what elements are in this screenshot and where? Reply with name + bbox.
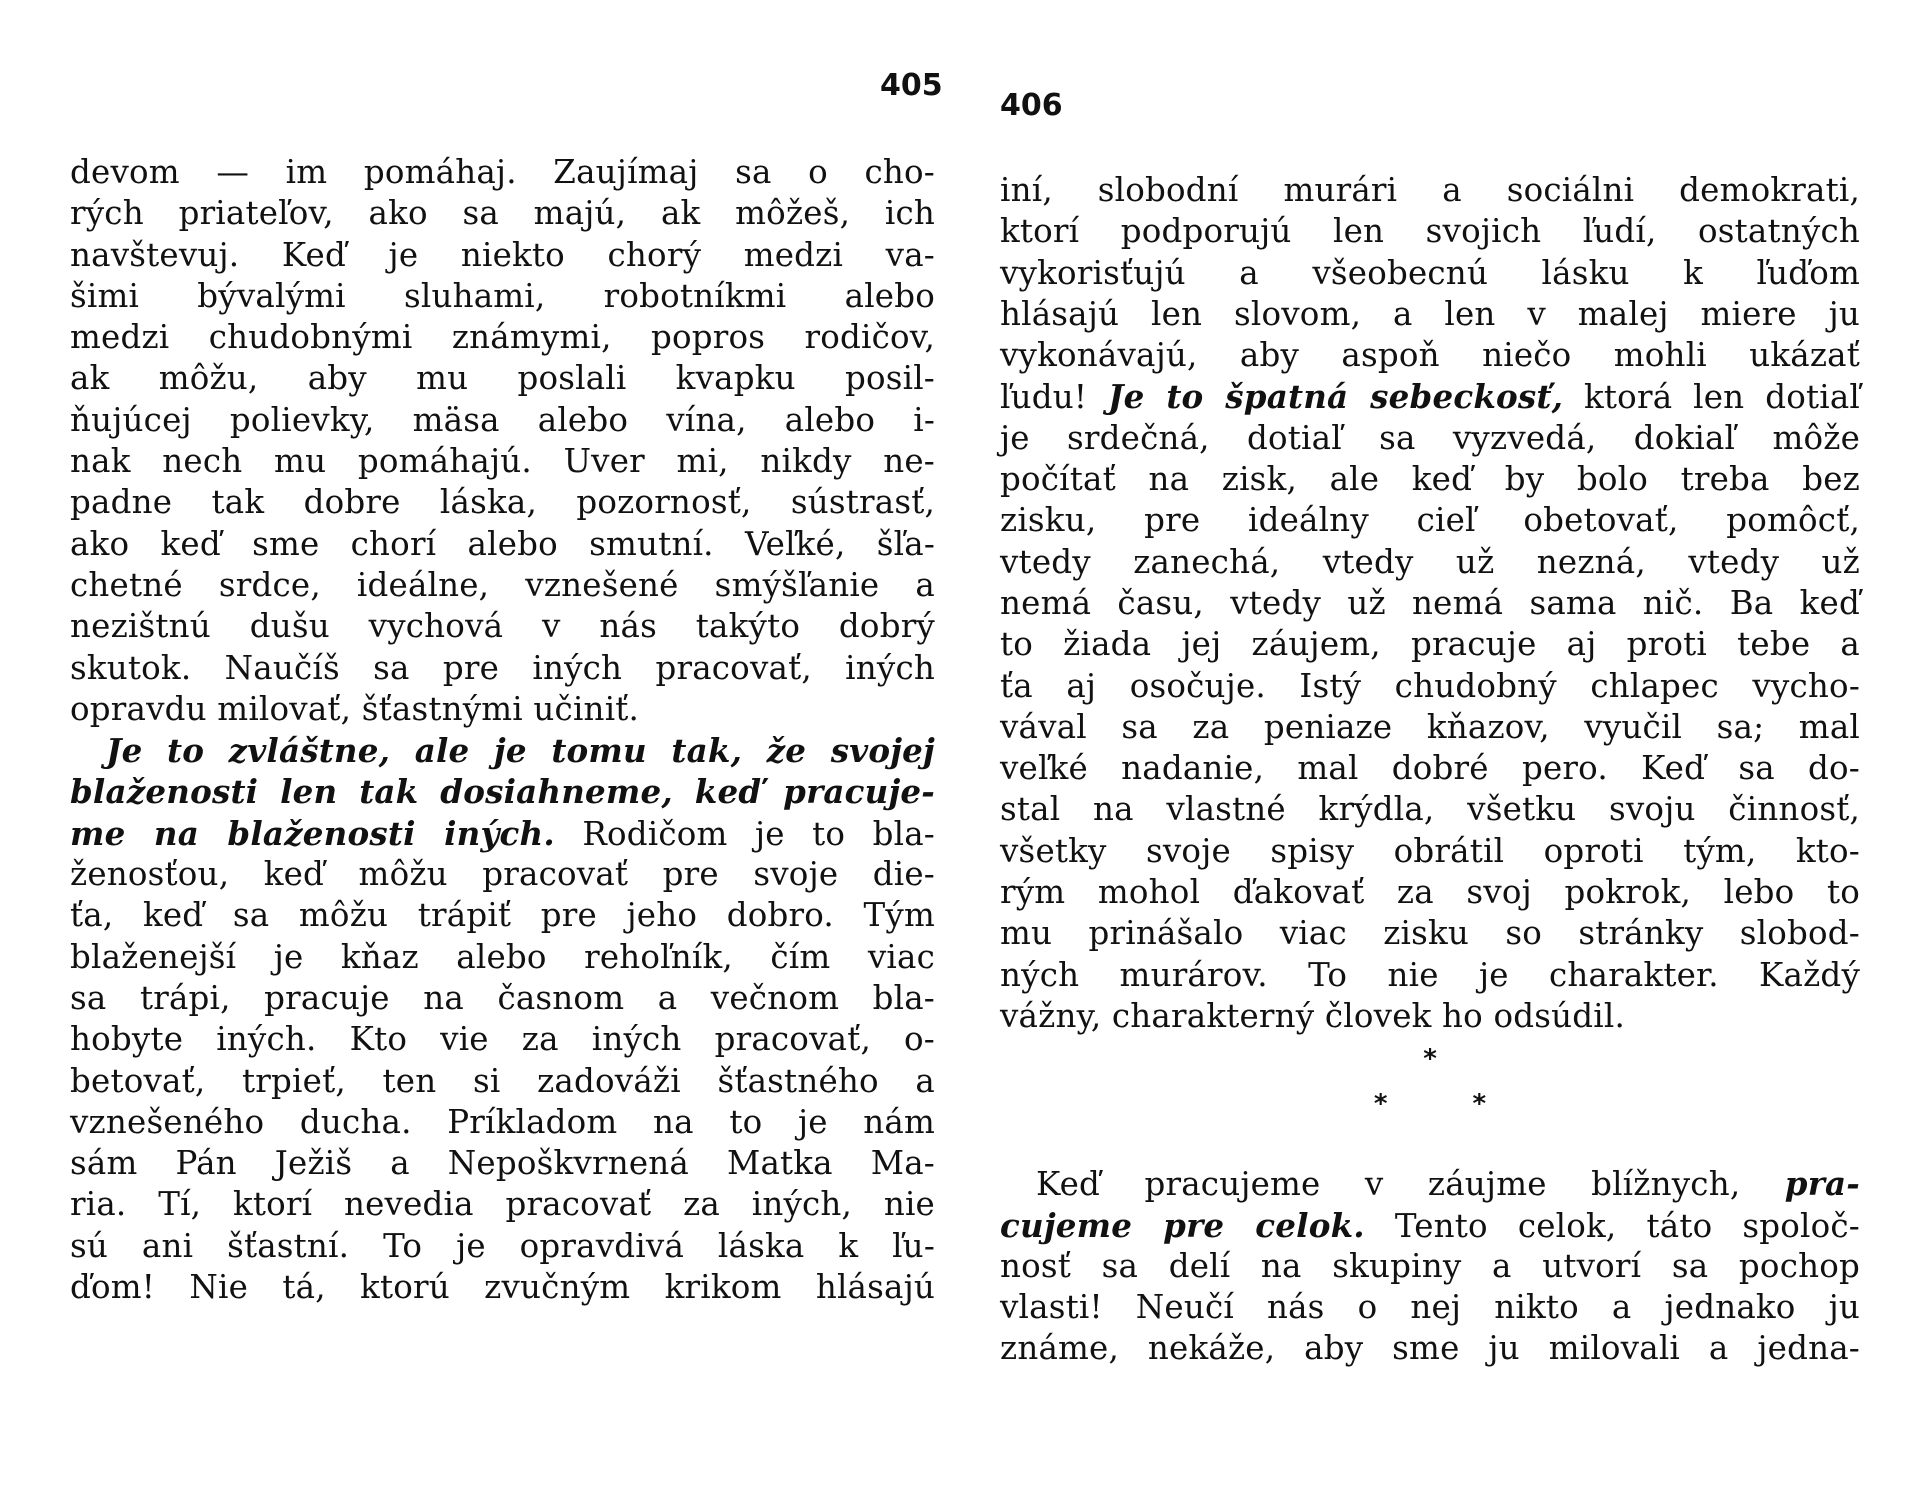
- text-line: devom — im pomáhaj. Zaujímaj sa o cho-: [70, 153, 935, 191]
- asterism-top: [1000, 1037, 1860, 1082]
- text-line: mu prinášalo viac zisku so stránky slobod-: [1000, 914, 1860, 953]
- text-run: ktorá len dotiaľ: [1584, 378, 1860, 417]
- asterisk: *: [1472, 1089, 1487, 1120]
- text-line: zisku, pre ideálny cieľ obetovať, pomôcť,: [1000, 501, 1860, 540]
- text-line: veľké nadanie, mal dobré pero. Keď sa do-: [1000, 749, 1860, 788]
- text-run: Rodičom je to bla-: [582, 814, 935, 853]
- text-line: vlasti! Neučí nás o nej nikto a jednako ju: [1000, 1288, 1860, 1327]
- emphasis: pra-: [1784, 1164, 1860, 1204]
- text-line: známe, nekáže, aby sme ju milovali a jedna-: [1000, 1329, 1860, 1368]
- text-line: sa trápi, pracuje na časnom a večnom bla-: [70, 978, 935, 1017]
- right-page-text: [1000, 170, 1860, 1370]
- text-line-mixed: [1000, 376, 1860, 417]
- text-line: skutok. Naučíš sa pre iných pracovať, iných: [70, 648, 935, 687]
- asterism-bottom: [1000, 1082, 1860, 1127]
- text-line: ako keď sme chorí alebo smutní. Veľké, šľa-: [70, 524, 935, 563]
- emphasis: cujeme pre celok.: [1000, 1205, 1365, 1245]
- emphasis: blaženosti len tak dosiahneme, keď pracuje-: [70, 772, 935, 812]
- text-line: nosť sa delí na skupiny a utvorí sa pochop: [1000, 1246, 1860, 1285]
- text-line: počítať na zisk, ale keď by bolo treba bez: [1000, 460, 1860, 499]
- text-line: nezištnú dušu vychová v nás takýto dobrý: [70, 607, 935, 646]
- text-line: hlásajú len slovom, a len v malej miere ju: [1000, 294, 1860, 333]
- text-line: ných murárov. To nie je charakter. Každý: [1000, 955, 1860, 994]
- text-line: vážny, charakterný človek ho odsúdil.: [1000, 996, 1625, 1035]
- text-line: sám Pán Ježiš a Nepoškvrnená Matka Ma-: [70, 1144, 935, 1183]
- text-line: iní, slobodní murári a sociálni demokrati,: [1000, 171, 1860, 209]
- text-line-mixed: [1000, 1205, 1860, 1246]
- text-line: to žiada jej záujem, pracuje aj proti tebe a: [1000, 625, 1860, 664]
- text-line: nak nech mu pomáhajú. Uver mi, nikdy ne-: [70, 442, 935, 481]
- asterisk: *: [1373, 1089, 1388, 1120]
- text-line: ktorí podporujú len svojich ľudí, ostatných: [1000, 212, 1860, 251]
- text-line: chetné srdce, ideálne, vznešené smýšľanie a: [70, 565, 935, 604]
- text-line: je srdečná, dotiaľ sa vyzvedá, dokiaľ môže: [1000, 418, 1860, 457]
- text-line: ria. Tí, ktorí nevedia pracovať za iných, nie: [70, 1185, 935, 1224]
- text-line: rým mohol ďakovať za svoj pokrok, lebo to: [1000, 873, 1860, 912]
- text-line: navštevuj. Keď je niekto chorý medzi va-: [70, 235, 935, 274]
- text-line: stal na vlastné krýdla, všetku svoju činnosť,: [1000, 790, 1860, 829]
- text-line: ďom! Nie tá, ktorú zvučným krikom hlásajú: [70, 1268, 935, 1307]
- text-line: rých priateľov, ako sa majú, ak môžeš, ich: [70, 194, 935, 233]
- text-line: ťa aj osočuje. Istý chudobný chlapec vycho-: [1000, 666, 1860, 705]
- text-line: nemá času, vtedy už nemá sama nič. Ba keď: [1000, 583, 1860, 622]
- text-line: blaženejší je kňaz alebo rehoľník, čím viac: [70, 937, 935, 976]
- emphasis: me na blaženosti iných.: [70, 813, 555, 853]
- text-line: sú ani šťastní. To je opravdivá láska k ľu-: [70, 1226, 935, 1265]
- text-line: vykorisťujú a všeobecnú lásku k ľuďom: [1000, 253, 1860, 292]
- text-line: opravdu milovať, šťastnými učiniť.: [70, 689, 640, 728]
- left-page-text: [70, 152, 935, 1308]
- text-line: hobyte iných. Kto vie za iných pracovať, o-: [70, 1020, 935, 1059]
- text-run: Tento celok, táto spoloč-: [1394, 1206, 1860, 1245]
- text-line: ženosťou, keď môžu pracovať pre svoje die-: [70, 855, 935, 894]
- page-number: 406: [1000, 88, 1063, 123]
- text-line: padne tak dobre láska, pozornosť, sústrasť,: [70, 483, 935, 522]
- emphasis: Je to zvláštne, ale je tomu tak, že svojej: [106, 731, 935, 771]
- text-line: šimi bývalými sluhami, robotníkmi alebo: [70, 276, 935, 315]
- text-line-italic: [70, 730, 935, 771]
- text-line: vával sa za peniaze kňazov, vyučil sa; mal: [1000, 707, 1860, 746]
- text-line: vtedy zanechá, vtedy už nezná, vtedy už: [1000, 542, 1860, 581]
- text-line: ňujúcej polievky, mäsa alebo vína, alebo i-: [70, 400, 935, 439]
- emphasis: Je to špatná sebeckosť,: [1108, 377, 1564, 417]
- text-run: ľudu!: [1000, 378, 1088, 417]
- text-line-mixed: [70, 813, 935, 854]
- text-line: betovať, trpieť, ten si zadováži šťastného a: [70, 1061, 935, 1100]
- text-line: medzi chudobnými známymi, popros rodičov,: [70, 318, 935, 357]
- text-line-italic: [70, 771, 935, 812]
- text-run: Keď pracujeme v záujme blížnych,: [1036, 1165, 1741, 1204]
- text-line: ak môžu, aby mu poslali kvapku posil-: [70, 359, 935, 398]
- text-line-mixed: [1000, 1163, 1860, 1204]
- text-line: vykonávajú, aby aspoň niečo mohli ukázať: [1000, 336, 1860, 375]
- text-line: ťa, keď sa môžu trápiť pre jeho dobro. Tým: [70, 896, 935, 935]
- asterisk: *: [1423, 1044, 1437, 1075]
- text-line: všetky svoje spisy obrátil oproti tým, kto-: [1000, 831, 1860, 870]
- text-line: vznešeného ducha. Príkladom na to je nám: [70, 1102, 935, 1141]
- page-number: 405: [880, 68, 943, 103]
